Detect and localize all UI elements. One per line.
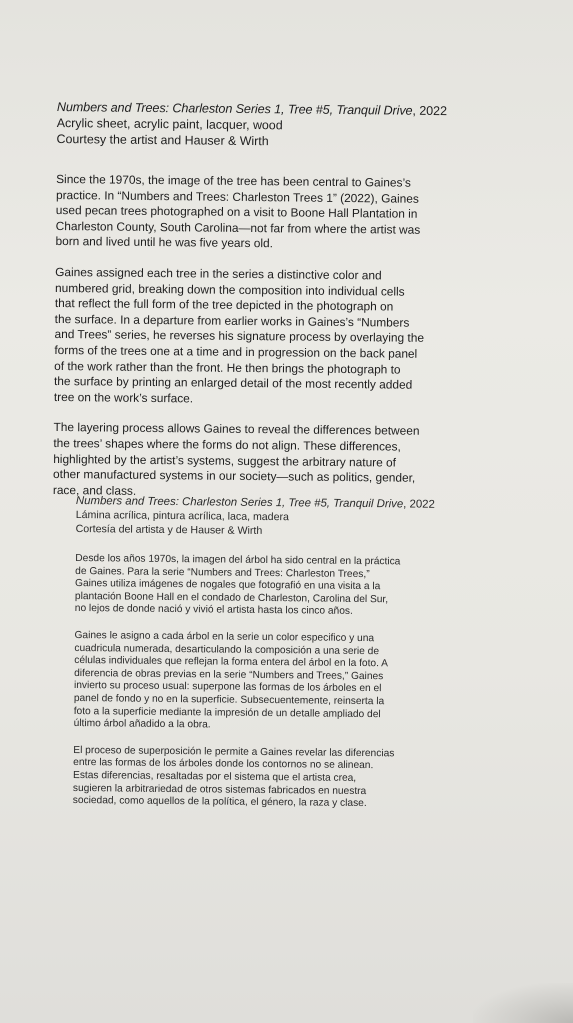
text-line: Gaines assigned each tree in the series a distinctive color and bbox=[55, 264, 382, 283]
text-line: of the work rather than the front. He then brings the photograph to bbox=[54, 358, 401, 377]
text-line: race, and class. bbox=[52, 482, 137, 498]
text-line: highlighted by the artist’s systems, suggest the arbitrary nature of bbox=[53, 451, 397, 470]
text-line: plantación Boone Hall en el condado de Charleston, Carolina del Sur, bbox=[74, 590, 389, 606]
artwork-title-text-en: Numbers and Trees: Charleston Series 1, Tree #5, Tranquil Drive bbox=[56, 99, 413, 118]
text-line: Since the 1970s, the image of the tree has been central to Gaines’s bbox=[56, 171, 411, 190]
text-line: foto a la superficie mediante la impresión de un detalle ampliado del bbox=[73, 705, 381, 720]
text-line: El proceso de superposición le permite a Gaines revelar las diferencias bbox=[73, 744, 395, 760]
text-line: Gaines le asigno a cada árbol en la serie un color especifico y una bbox=[74, 629, 375, 645]
text-line: sociedad, como aquellos de la política, el género, la raza y clase. bbox=[72, 795, 367, 810]
text-line: diferencia de obras previas en la serie “Numbers and Trees,” Gaines bbox=[74, 667, 384, 682]
paragraph-en-2 bbox=[54, 265, 485, 410]
corner-shadow bbox=[473, 983, 573, 1023]
text-line: born and lived until he was five years old. bbox=[55, 234, 274, 251]
text-line: numbered grid, breaking down the composition into individual cells bbox=[54, 280, 405, 299]
artwork-title-text-es: Numbers and Trees: Charleston Series 1, Tree #5, Tranquil Drive bbox=[75, 494, 404, 511]
text-line: that reflect the full form of the tree depicted in the photograph on bbox=[54, 296, 394, 314]
text-line: Desde los años 1970s, la imagen del árbol ha sido central en la práctica bbox=[75, 552, 401, 568]
artwork-credit-en: Courtesy the artist and Hauser & Wirth bbox=[56, 131, 269, 149]
text-line: the surface. In a departure from earlier works in Gaines’s “Numbers bbox=[54, 311, 410, 330]
text-line: Estas diferencias, resaltadas por el sistema que el artista crea, bbox=[72, 769, 357, 784]
paragraph-es-2 bbox=[74, 630, 465, 735]
spanish-wall-text bbox=[73, 494, 466, 812]
text-line: sugieren la arbitrariedad de otros sistemas fabricados en nuestra bbox=[72, 782, 367, 797]
text-line: invierto su proceso usual: superpone las formas de los árboles en el bbox=[73, 680, 382, 695]
text-line: tree on the work’s surface. bbox=[53, 389, 194, 406]
artwork-credit-es: Cortesía del artista y de Hauser & Wirth bbox=[75, 522, 263, 537]
text-line: de Gaines. Para la serie “Numbers and Trees: Charleston Trees,” bbox=[75, 565, 370, 580]
text-line: The layering process allows Gaines to reveal the differences between bbox=[53, 420, 420, 439]
text-line: no lejos de donde nació y vivió el artista hasta los cinco años. bbox=[74, 603, 353, 618]
artwork-year-es: , 2022 bbox=[403, 498, 435, 511]
text-line: used pecan trees photographed on a visit to Boone Hall Plantation in bbox=[55, 203, 418, 221]
text-line: Charleston County, South Carolina—not far from where the artist was bbox=[55, 218, 421, 237]
paragraph-es-3 bbox=[73, 745, 464, 812]
text-line: último árbol añadido a la obra. bbox=[73, 718, 211, 731]
text-line: other manufactured systems in our society—such as politics, gender, bbox=[52, 467, 416, 485]
text-line: practice. In “Numbers and Trees: Charleston Trees 1” (2022), Gaines bbox=[55, 187, 419, 206]
text-line: entre las formas de los árboles donde los contornos no se alinean. bbox=[73, 757, 374, 772]
text-line: células individuales que reflejan la forma entera del árbol en la foto. A bbox=[74, 655, 389, 670]
text-line: the trees’ shapes where the forms do not align. These differences, bbox=[53, 435, 401, 454]
paragraph-en-1 bbox=[55, 172, 486, 254]
paragraph-es-1 bbox=[75, 553, 466, 620]
artwork-medium-es: Lámina acrílica, pintura acrílica, laca, madera bbox=[75, 508, 289, 524]
text-line: Gaines utiliza imágenes de nogales que fotografió en una visita a la bbox=[75, 578, 381, 593]
english-wall-text bbox=[53, 99, 487, 503]
text-line: and Trees” series, he reverses his signature process by overlaying the bbox=[54, 327, 425, 346]
text-line: panel de fondo y no en la superficie. Subsecuentemente, reinserta la bbox=[73, 692, 385, 708]
artwork-medium-en: Acrylic sheet, acrylic paint, lacquer, wood bbox=[56, 115, 283, 133]
artwork-year-en: , 2022 bbox=[412, 103, 447, 119]
paragraph-en-3 bbox=[53, 420, 484, 502]
text-line: cuadricula numerada, desarticulando la composición a una serie de bbox=[74, 642, 380, 657]
text-line: forms of the trees one at a time and in progression on the back panel bbox=[54, 342, 418, 361]
text-line: the surface by printing an enlarged detail of the most recently added bbox=[53, 374, 413, 392]
